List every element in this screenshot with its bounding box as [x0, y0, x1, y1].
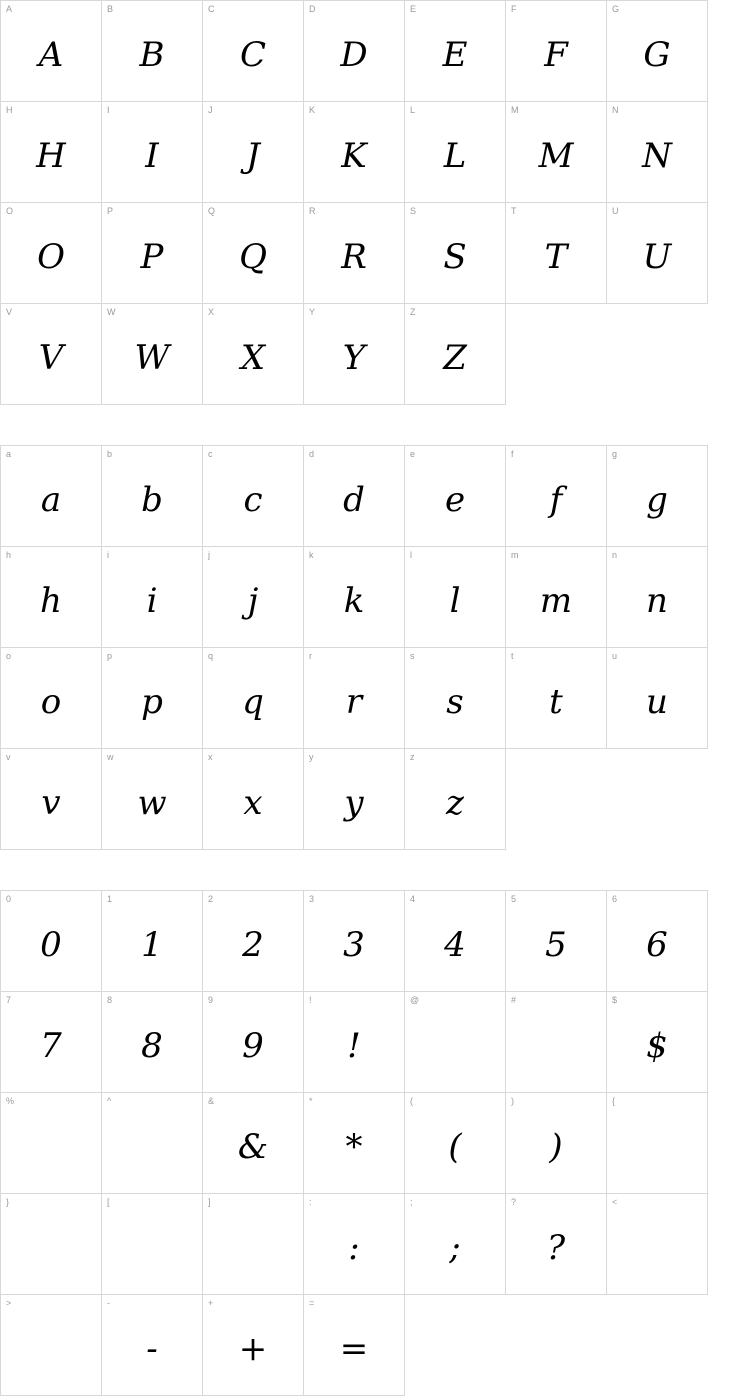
glyph-cell-label: 4: [410, 894, 416, 904]
glyph-cell-label: z: [410, 752, 415, 762]
glyph-cell[interactable]: [203, 891, 304, 992]
glyph-cell-label: J: [208, 105, 213, 115]
glyph-cell[interactable]: [102, 446, 203, 547]
glyph-cell[interactable]: [1, 547, 102, 648]
glyph-cell[interactable]: [203, 1093, 304, 1194]
glyph-cell[interactable]: [203, 1194, 304, 1295]
glyph-cell-character: [102, 1093, 202, 1193]
glyph-cell[interactable]: [304, 203, 405, 304]
glyph-cell-label: F: [511, 4, 517, 14]
glyph-cell-label: N: [612, 105, 619, 115]
glyph-cell-character: c: [243, 480, 263, 520]
glyph-cell[interactable]: [405, 992, 506, 1093]
glyph-cell-label: @: [410, 995, 420, 1005]
glyph-cell[interactable]: [506, 992, 607, 1093]
glyph-cell-label: a: [6, 449, 12, 459]
glyph-cell-character: B: [139, 35, 165, 75]
glyph-cell-character: 8: [141, 1026, 163, 1066]
glyph-cell-label: :: [309, 1197, 312, 1207]
glyph-cell[interactable]: [607, 203, 708, 304]
glyph-cell[interactable]: [102, 1093, 203, 1194]
glyph-cell-character: J: [246, 136, 260, 176]
glyph-cell-label: G: [612, 4, 620, 14]
glyph-cell[interactable]: [1, 1, 102, 102]
block-separator: [0, 850, 740, 890]
glyph-cell-label: +: [208, 1298, 214, 1308]
glyph-cell-label: q: [208, 651, 214, 661]
glyph-cell-label: ^: [107, 1096, 112, 1106]
glyph-cell[interactable]: [1, 446, 102, 547]
glyph-cell-label: 3: [309, 894, 315, 904]
glyph-cell[interactable]: [203, 749, 304, 850]
glyph-row: [1, 203, 708, 304]
glyph-cell-label: ?: [511, 1197, 517, 1207]
glyph-cell-label: B: [107, 4, 114, 14]
glyph-cell-character: C: [239, 35, 266, 75]
glyph-cell-character: F: [544, 35, 568, 75]
glyph-cell[interactable]: [405, 1194, 506, 1295]
glyph-cell-character: *: [345, 1127, 363, 1167]
glyph-cell-character: T: [544, 237, 568, 277]
glyph-cell[interactable]: [506, 446, 607, 547]
glyph-cell[interactable]: [405, 891, 506, 992]
glyph-cell-character: R: [341, 237, 367, 277]
glyph-cell-label: 5: [511, 894, 517, 904]
glyph-cell-label: {: [612, 1096, 616, 1106]
glyph-cell[interactable]: [304, 102, 405, 203]
glyph-cell-character: S: [443, 237, 467, 277]
glyph-cell[interactable]: [607, 547, 708, 648]
glyph-row: [1, 1093, 708, 1194]
glyph-cell[interactable]: [405, 1, 506, 102]
glyph-cell-character: !: [347, 1026, 361, 1066]
glyph-cell[interactable]: [1, 203, 102, 304]
glyph-cell[interactable]: [102, 102, 203, 203]
glyph-cell-label: C: [208, 4, 215, 14]
glyph-cell[interactable]: [102, 1295, 203, 1396]
glyph-cell[interactable]: [102, 749, 203, 850]
glyph-cell-label: k: [309, 550, 314, 560]
glyph-row: [1, 891, 708, 992]
glyph-cell-label: #: [511, 995, 517, 1005]
glyph-cell-character: X: [240, 338, 266, 378]
glyph-cell[interactable]: [1, 891, 102, 992]
glyph-cell[interactable]: [506, 648, 607, 749]
glyph-cell[interactable]: [1, 102, 102, 203]
glyph-cell-label: <: [612, 1197, 618, 1207]
glyph-cell-character: z: [446, 783, 464, 823]
glyph-cell[interactable]: [1, 304, 102, 405]
glyph-cell-character: W: [134, 338, 170, 378]
glyph-cell-character: I: [145, 136, 159, 176]
glyph-cell[interactable]: [607, 446, 708, 547]
glyph-cell-character: G: [643, 35, 671, 75]
glyph-cell-character: $: [646, 1026, 668, 1066]
glyph-cell[interactable]: [1, 992, 102, 1093]
glyph-cell-character: o: [40, 682, 62, 722]
glyph-cell-label: ;: [410, 1197, 413, 1207]
glyph-cell-label: $: [612, 995, 618, 1005]
glyph-cell-label: r: [309, 651, 312, 661]
glyph-cell-label: 0: [6, 894, 12, 904]
glyph-cell[interactable]: [203, 547, 304, 648]
glyph-cell[interactable]: [203, 648, 304, 749]
glyph-cell[interactable]: [203, 992, 304, 1093]
glyph-cell-character: [607, 1194, 707, 1294]
glyph-cell-label: y: [309, 752, 314, 762]
glyph-cell-label: }: [6, 1197, 10, 1207]
glyph-cell-character: b: [141, 480, 163, 520]
glyph-cell-label: K: [309, 105, 316, 115]
glyph-cell-character: M: [538, 136, 574, 176]
glyph-cell[interactable]: [506, 1, 607, 102]
glyph-cell-character: t: [549, 682, 563, 722]
glyph-cell-label: 7: [6, 995, 12, 1005]
block-separator: [0, 405, 740, 445]
glyph-block-uppercase: [0, 0, 708, 405]
glyph-cell-label: o: [6, 651, 12, 661]
glyph-cell-label: %: [6, 1096, 15, 1106]
glyph-cell-character: 1: [141, 925, 163, 965]
glyph-cell-label: A: [6, 4, 13, 14]
glyph-cell[interactable]: [102, 203, 203, 304]
glyph-cell-label: S: [410, 206, 417, 216]
glyph-cell[interactable]: [506, 547, 607, 648]
glyph-cell-empty: [506, 1295, 607, 1396]
glyph-cell-character: l: [449, 581, 461, 621]
glyph-cell[interactable]: [203, 203, 304, 304]
glyph-cell[interactable]: [203, 1295, 304, 1396]
glyph-cell[interactable]: [304, 1295, 405, 1396]
glyph-cell-character: x: [243, 783, 263, 823]
glyph-cell-character: y: [344, 783, 364, 823]
glyph-cell[interactable]: [405, 446, 506, 547]
glyph-block-lowercase: [0, 445, 708, 850]
glyph-row: [1, 992, 708, 1093]
glyph-cell-character: P: [140, 237, 164, 277]
glyph-cell-label: (: [410, 1096, 413, 1106]
glyph-cell-character: i: [146, 581, 158, 621]
glyph-cell-character: [405, 992, 505, 1092]
glyph-cell-character: u: [646, 682, 668, 722]
glyph-cell-label: i: [107, 550, 109, 560]
glyph-cell-label: 8: [107, 995, 113, 1005]
glyph-row: [1, 446, 708, 547]
glyph-cell-character: 0: [40, 925, 62, 965]
glyph-cell-character: D: [340, 35, 368, 75]
glyph-cell[interactable]: [607, 1, 708, 102]
glyph-cell-label: Z: [410, 307, 416, 317]
glyph-cell-label: e: [410, 449, 416, 459]
glyph-cell[interactable]: [304, 1, 405, 102]
glyph-cell-label: H: [6, 105, 13, 115]
glyph-cell-label: g: [612, 449, 618, 459]
glyph-cell-character: =: [339, 1329, 369, 1369]
glyph-cell[interactable]: [304, 547, 405, 648]
glyph-cell[interactable]: [607, 1194, 708, 1295]
glyph-cell-character: 5: [545, 925, 567, 965]
glyph-cell-label: U: [612, 206, 619, 216]
glyph-cell[interactable]: [506, 891, 607, 992]
glyph-row: [1, 648, 708, 749]
glyph-cell-label: D: [309, 4, 316, 14]
glyph-cell-label: s: [410, 651, 415, 661]
glyph-cell[interactable]: [506, 1093, 607, 1194]
glyph-cell-character: Z: [443, 338, 467, 378]
glyph-cell[interactable]: [1, 1295, 102, 1396]
glyph-cell[interactable]: [405, 1093, 506, 1194]
glyph-cell-label: Y: [309, 307, 316, 317]
glyph-cell-character: 4: [444, 925, 466, 965]
glyph-cell-character: +: [238, 1329, 268, 1369]
glyph-cell-character: Q: [239, 237, 267, 277]
glyph-cell-character: s: [446, 682, 464, 722]
glyph-cell[interactable]: [607, 1093, 708, 1194]
glyph-cell[interactable]: [102, 304, 203, 405]
glyph-cell-empty: [405, 1295, 506, 1396]
glyph-cell[interactable]: [304, 1093, 405, 1194]
glyph-cell-character: n: [646, 581, 668, 621]
glyph-cell-character: &: [237, 1127, 269, 1167]
glyph-cell-label: ): [511, 1096, 514, 1106]
glyph-cell-label: n: [612, 550, 618, 560]
glyph-cell[interactable]: [607, 992, 708, 1093]
glyph-cell-label: Q: [208, 206, 216, 216]
glyph-cell[interactable]: [304, 749, 405, 850]
glyph-cell-label: *: [309, 1096, 313, 1106]
glyph-cell[interactable]: [203, 304, 304, 405]
glyph-cell-character: Y: [342, 338, 366, 378]
glyph-cell-character: v: [41, 783, 61, 823]
glyph-cell-label: R: [309, 206, 316, 216]
glyph-cell[interactable]: [607, 891, 708, 992]
glyph-row: [1, 749, 708, 850]
glyph-cell-character: H: [36, 136, 66, 176]
glyph-cell-label: j: [208, 550, 210, 560]
glyph-cell[interactable]: [102, 992, 203, 1093]
glyph-cell-label: &: [208, 1096, 215, 1106]
glyph-cell-label: T: [511, 206, 517, 216]
glyph-cell[interactable]: [607, 102, 708, 203]
glyph-cell-label: d: [309, 449, 315, 459]
glyph-cell[interactable]: [506, 102, 607, 203]
glyph-row: [1, 1295, 708, 1396]
glyph-cell-label: b: [107, 449, 113, 459]
glyph-cell-character: ?: [546, 1228, 566, 1268]
glyph-cell[interactable]: [1, 1194, 102, 1295]
glyph-cell-character: [1, 1295, 101, 1395]
glyph-row: [1, 1194, 708, 1295]
glyph-cell-label: f: [511, 449, 514, 459]
glyph-cell[interactable]: [102, 1, 203, 102]
glyph-cell-label: l: [410, 550, 412, 560]
glyph-cell[interactable]: [405, 547, 506, 648]
glyph-cell-character: k: [343, 581, 365, 621]
glyph-cell-character: ;: [449, 1228, 461, 1268]
glyph-cell-character: V: [38, 338, 64, 378]
glyph-cell[interactable]: [607, 648, 708, 749]
glyph-block-digits-and-symbols: [0, 890, 708, 1396]
glyph-cell[interactable]: [405, 102, 506, 203]
glyph-cell-empty: [506, 304, 607, 405]
glyph-cell-character: :: [348, 1228, 360, 1268]
glyph-cell-character: q: [242, 682, 264, 722]
glyph-cell[interactable]: [203, 102, 304, 203]
glyph-cell[interactable]: [405, 648, 506, 749]
glyph-cell-character: -: [146, 1329, 158, 1369]
glyph-cell-character: 7: [40, 1026, 62, 1066]
glyph-cell[interactable]: [405, 203, 506, 304]
glyph-cell[interactable]: [1, 749, 102, 850]
glyph-cell-label: 9: [208, 995, 214, 1005]
glyph-cell-character: [1, 1093, 101, 1193]
glyph-row: [1, 304, 708, 405]
glyph-cell-character: h: [40, 581, 62, 621]
glyph-cell-character: [102, 1194, 202, 1294]
glyph-cell-label: >: [6, 1298, 12, 1308]
glyph-cell-label: !: [309, 995, 312, 1005]
glyph-cell-label: V: [6, 307, 13, 317]
glyph-cell-label: v: [6, 752, 11, 762]
glyph-cell-character: j: [247, 581, 259, 621]
glyph-cell[interactable]: [304, 648, 405, 749]
glyph-cell-label: t: [511, 651, 514, 661]
glyph-cell-empty: [607, 1295, 708, 1396]
glyph-cell-character: 3: [343, 925, 365, 965]
glyph-cell[interactable]: [102, 648, 203, 749]
glyph-cell-label: =: [309, 1298, 315, 1308]
glyph-cell-character: a: [40, 480, 62, 520]
glyph-cell-character: e: [444, 480, 466, 520]
glyph-cell-label: h: [6, 550, 12, 560]
glyph-cell-label: [: [107, 1197, 110, 1207]
glyph-cell-label: ]: [208, 1197, 211, 1207]
glyph-cell-label: L: [410, 105, 416, 115]
glyph-cell-character: ): [549, 1127, 563, 1167]
glyph-cell[interactable]: [304, 891, 405, 992]
glyph-cell-label: c: [208, 449, 213, 459]
glyph-cell-label: M: [511, 105, 519, 115]
glyph-cell-empty: [607, 749, 708, 850]
glyph-row: [1, 547, 708, 648]
glyph-cell[interactable]: [1, 648, 102, 749]
glyph-cell-label: p: [107, 651, 113, 661]
glyph-cell-character: U: [642, 237, 672, 277]
glyph-cell-character: d: [343, 480, 365, 520]
glyph-cell-character: [1, 1194, 101, 1294]
glyph-cell-character: f: [549, 480, 563, 520]
glyph-cell-character: N: [642, 136, 672, 176]
glyph-cell-label: W: [107, 307, 116, 317]
glyph-cell[interactable]: [1, 1093, 102, 1194]
glyph-cell-label: u: [612, 651, 618, 661]
glyph-cell-character: p: [141, 682, 163, 722]
glyph-cell[interactable]: [102, 891, 203, 992]
glyph-cell-label: E: [410, 4, 417, 14]
glyph-cell-empty: [607, 304, 708, 405]
glyph-cell-character: [506, 992, 606, 1092]
glyph-cell[interactable]: [304, 446, 405, 547]
glyph-cell-character: [203, 1194, 303, 1294]
glyph-cell-label: P: [107, 206, 114, 216]
glyph-cell-character: O: [37, 237, 65, 277]
glyph-cell[interactable]: [304, 304, 405, 405]
glyph-cell[interactable]: [203, 446, 304, 547]
glyph-cell[interactable]: [506, 1194, 607, 1295]
glyph-cell-character: m: [539, 581, 573, 621]
glyph-cell-character: w: [137, 783, 167, 823]
glyph-cell[interactable]: [405, 304, 506, 405]
glyph-cell-character: E: [442, 35, 468, 75]
glyph-cell-character: A: [38, 35, 64, 75]
glyph-cell-empty: [506, 749, 607, 850]
glyph-cell-character: g: [646, 480, 668, 520]
glyph-cell-label: I: [107, 105, 110, 115]
glyph-cell-label: X: [208, 307, 215, 317]
glyph-cell-character: 2: [242, 925, 264, 965]
glyph-cell-label: w: [107, 752, 114, 762]
glyph-cell-label: m: [511, 550, 519, 560]
glyph-cell-label: x: [208, 752, 213, 762]
glyph-cell-character: r: [345, 682, 363, 722]
glyph-cell[interactable]: [102, 547, 203, 648]
glyph-row: [1, 1, 708, 102]
glyph-row: [1, 102, 708, 203]
glyph-cell[interactable]: [203, 1, 304, 102]
glyph-cell-character: 6: [646, 925, 668, 965]
glyph-cell[interactable]: [102, 1194, 203, 1295]
glyph-cell[interactable]: [304, 992, 405, 1093]
glyph-cell-character: (: [448, 1127, 462, 1167]
glyph-cell-label: -: [107, 1298, 110, 1308]
glyph-cell-character: 9: [242, 1026, 264, 1066]
glyph-cell[interactable]: [304, 1194, 405, 1295]
glyph-cell-character: L: [443, 136, 467, 176]
glyph-cell-character: [607, 1093, 707, 1193]
glyph-cell-label: O: [6, 206, 14, 216]
glyph-cell-label: 1: [107, 894, 113, 904]
glyph-cell[interactable]: [506, 203, 607, 304]
glyph-cell-label: 6: [612, 894, 618, 904]
glyph-cell-label: 2: [208, 894, 214, 904]
glyph-cell[interactable]: [405, 749, 506, 850]
glyph-cell-character: K: [341, 136, 367, 176]
